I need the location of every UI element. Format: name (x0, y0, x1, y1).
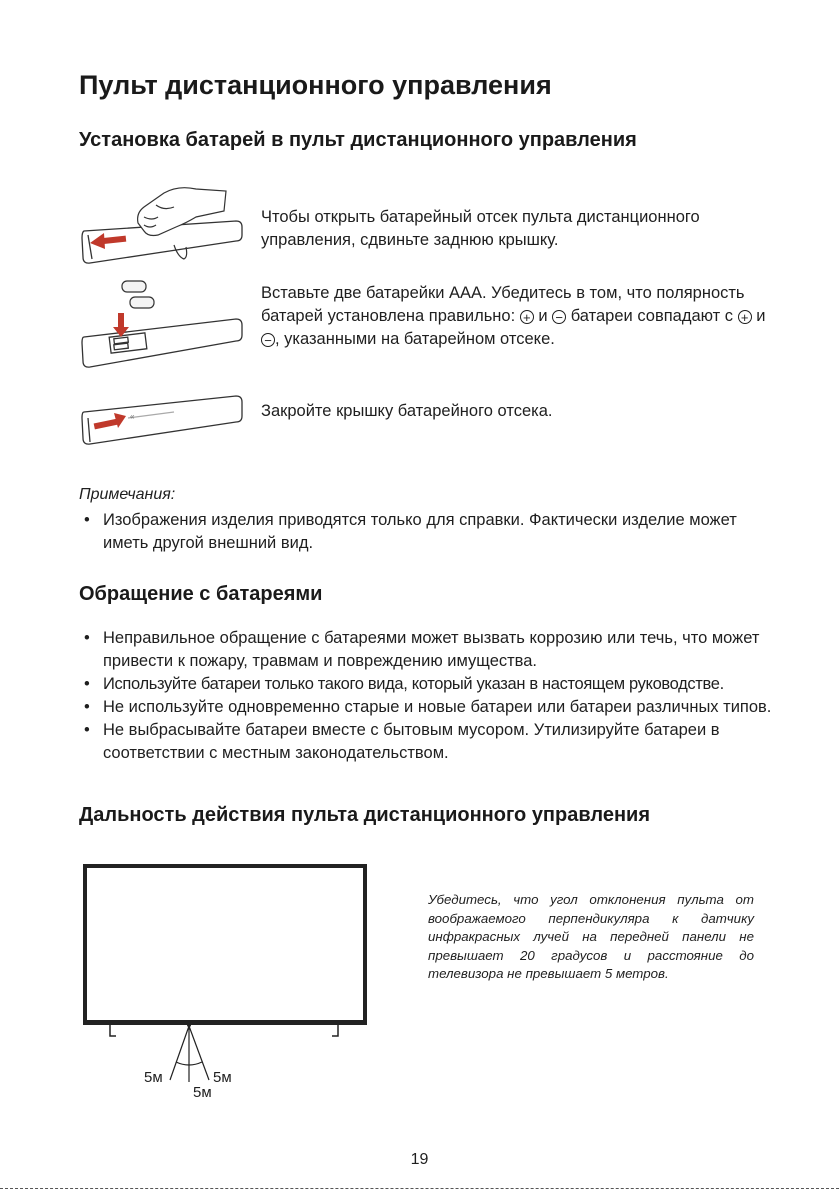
range-lines (170, 1026, 209, 1082)
step2-part2: батареи совпадают с (566, 307, 738, 325)
page-bottom-divider (0, 1188, 839, 1189)
notes-title: Примечания: (79, 486, 176, 503)
step2-part3: , указанными на батарейном отсеке. (275, 330, 555, 348)
notes-list (82, 509, 772, 555)
list-item: • Не выбрасывайте батареи вместе с бытовым мусором. Утилизируйте батареи в соответствии с местным законодательством. (82, 719, 772, 765)
insert-batteries-illustration (78, 277, 246, 373)
range-label-left: 5м (144, 1069, 163, 1086)
step2-part1: Вставьте две батарейки AAA. Убедитесь в том, что полярность батарей установлена правильно: (261, 284, 745, 325)
close-cover-illustration (78, 388, 246, 450)
range-label-right: 5м (213, 1069, 232, 1086)
hand-drawing (138, 188, 226, 259)
minus-circle-icon: − (552, 310, 566, 324)
remote-body (82, 319, 242, 367)
minus-circle-icon: − (261, 333, 275, 347)
close-arrow (94, 413, 126, 429)
range-label-center: 5м (193, 1084, 212, 1101)
list-item: • Не используйте одновременно старые и новые батареи или батареи различных типов. (82, 696, 772, 719)
plus-circle-icon: + (520, 310, 534, 324)
page-number: 19 (410, 1151, 429, 1168)
tv-outline (83, 866, 367, 1025)
section-heading-battery-install: Установка батарей в пульт дистанционного управления (79, 129, 637, 151)
cover-mark-icon: « (130, 412, 135, 421)
remote-body (82, 396, 242, 444)
list-item: • Неправильное обращение с батареями может вызвать коррозию или течь, что может привести к пожару, травмам и повреждению имущества. (82, 627, 772, 673)
section-heading-battery-handling: Обращение с батареями (79, 583, 323, 605)
section-heading-remote-range: Дальность действия пульта дистанционного управления (79, 804, 650, 826)
range-description: Убедитесь, что угол отклонения пульта от воображаемого перпендикуляра к датчику инфракрасных лучей на передней панели не превышает 20 градусов и расстояние до телевизора не превышает 5 метров. (428, 892, 754, 982)
remote-range-diagram (80, 862, 380, 1102)
step2-text (261, 282, 781, 351)
list-item: • Изображения изделия приводятся только для справки. Фактически изделие может иметь другой внешний вид. (82, 509, 772, 555)
step1-text: Чтобы открыть батарейный отсек пульта дистанционного управления, сдвиньте заднюю крышку. (261, 208, 700, 249)
step2-and1: и (533, 307, 553, 325)
plus-circle-icon: + (738, 310, 752, 324)
step2-and2: и (751, 307, 766, 325)
battery-icons (122, 281, 154, 308)
remote-open-cover-illustration (78, 183, 246, 269)
step3-text: Закройте крышку батарейного отсека. (261, 402, 553, 420)
page-title: Пульт дистанционного управления (79, 70, 552, 100)
battery-handling-list (82, 627, 772, 765)
slide-arrow (90, 233, 126, 249)
list-item: • Используйте батареи только такого вида, который указан в настоящем руководстве. (82, 673, 772, 696)
tv-stand-icon (110, 1025, 338, 1036)
